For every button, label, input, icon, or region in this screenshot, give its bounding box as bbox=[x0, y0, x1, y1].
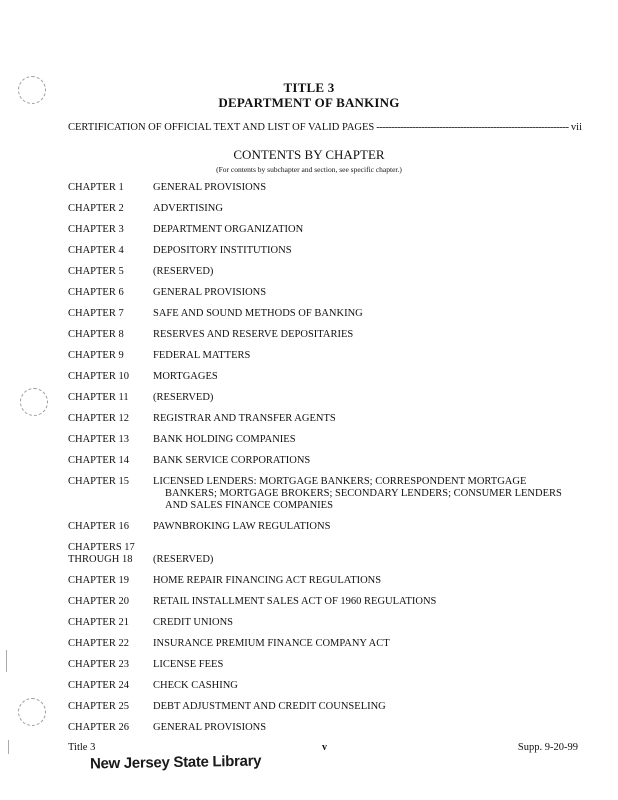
chapter-name: FEDERAL MATTERS bbox=[153, 350, 251, 361]
chapter-row bbox=[68, 722, 578, 734]
scan-mark bbox=[6, 650, 7, 672]
chapter-name: INSURANCE PREMIUM FINANCE COMPANY ACT bbox=[153, 638, 390, 649]
chapter-list bbox=[68, 182, 578, 734]
chapter-name: DEBT ADJUSTMENT AND CREDIT COUNSELING bbox=[153, 701, 386, 712]
chapter-name: DEPOSITORY INSTITUTIONS bbox=[153, 245, 292, 256]
chapter-name: DEPARTMENT ORGANIZATION bbox=[153, 224, 304, 235]
chapter-number: CHAPTER 10 bbox=[68, 371, 129, 382]
footer-supplement-date: Supp. 9-20-99 bbox=[517, 742, 578, 753]
title-number: TITLE 3 bbox=[283, 80, 335, 95]
chapter-number: CHAPTER 21 bbox=[68, 617, 129, 628]
chapter-row bbox=[68, 371, 578, 383]
chapter-number: CHAPTER 7 bbox=[68, 308, 124, 319]
chapter-row bbox=[68, 329, 578, 341]
scan-mark bbox=[8, 740, 9, 754]
chapter-row bbox=[68, 245, 578, 257]
footer-title: Title 3 bbox=[68, 742, 96, 753]
library-stamp: New Jersey State Library bbox=[89, 752, 262, 773]
chapter-name: REGISTRAR AND TRANSFER AGENTS bbox=[153, 413, 336, 424]
chapter-name: (RESERVED) bbox=[153, 392, 214, 403]
chapter-row bbox=[68, 701, 578, 713]
chapter-number: CHAPTER 22 bbox=[68, 638, 129, 649]
chapter-number: CHAPTER 9 bbox=[68, 350, 124, 361]
chapter-number: CHAPTER 26 bbox=[68, 722, 129, 733]
chapter-row bbox=[68, 617, 578, 629]
footer-page-number: v bbox=[322, 742, 327, 753]
chapter-number: CHAPTER 5 bbox=[68, 266, 124, 277]
punch-hole-bottom bbox=[18, 698, 46, 726]
chapter-row bbox=[68, 266, 578, 278]
chapter-row bbox=[68, 455, 578, 467]
chapter-number: CHAPTER 12 bbox=[68, 413, 129, 424]
certification-line bbox=[68, 122, 582, 133]
chapter-row bbox=[68, 224, 578, 236]
chapter-row bbox=[68, 659, 578, 671]
title-name: DEPARTMENT OF BANKING bbox=[218, 95, 400, 110]
chapter-row bbox=[68, 350, 578, 362]
chapter-number: CHAPTER 20 bbox=[68, 596, 129, 607]
chapter-number: CHAPTER 19 bbox=[68, 575, 129, 586]
chapter-name: (RESERVED) bbox=[153, 266, 214, 277]
chapter-number: CHAPTER 3 bbox=[68, 224, 124, 235]
chapter-number: CHAPTER 25 bbox=[68, 701, 129, 712]
chapter-number: CHAPTERS 17 THROUGH 18 bbox=[68, 542, 135, 565]
chapter-name: GENERAL PROVISIONS bbox=[153, 722, 267, 733]
chapter-name: BANK HOLDING COMPANIES bbox=[153, 434, 296, 445]
chapter-name: GENERAL PROVISIONS bbox=[153, 287, 267, 298]
chapter-name: HOME REPAIR FINANCING ACT REGULATIONS bbox=[153, 575, 382, 586]
chapter-name: CREDIT UNIONS bbox=[153, 617, 234, 628]
chapter-name: PAWNBROKING LAW REGULATIONS bbox=[153, 521, 331, 532]
certification-label: CERTIFICATION OF OFFICIAL TEXT AND LIST OF VALID PAGES bbox=[68, 122, 375, 133]
chapter-name: GENERAL PROVISIONS bbox=[153, 182, 267, 193]
chapter-number: CHAPTER 2 bbox=[68, 203, 124, 214]
chapter-row bbox=[68, 596, 578, 608]
chapter-number: CHAPTER 11 bbox=[68, 392, 129, 403]
certification-page: vii bbox=[570, 122, 582, 133]
dot-leader bbox=[376, 122, 569, 133]
chapter-number: CHAPTER 8 bbox=[68, 329, 124, 340]
chapter-row bbox=[68, 308, 578, 320]
chapter-row bbox=[68, 287, 578, 299]
chapter-number: CHAPTER 23 bbox=[68, 659, 129, 670]
chapter-number: CHAPTER 24 bbox=[68, 680, 129, 691]
chapter-row bbox=[68, 182, 578, 194]
chapter-row bbox=[68, 638, 578, 650]
chapter-row bbox=[68, 434, 578, 446]
chapter-name: RETAIL INSTALLMENT SALES ACT OF 1960 REGULATIONS bbox=[153, 596, 437, 607]
chapter-row bbox=[68, 542, 578, 566]
chapter-row bbox=[68, 203, 578, 215]
chapter-name: LICENSED LENDERS: MORTGAGE BANKERS; CORRESPONDENT MORTGAGE BANKERS; MORTGAGE BROKERS; SECONDARY LENDERS; CONSUMER LENDERS AND SALES FINANCE COMPANIES bbox=[153, 476, 562, 511]
chapter-row bbox=[68, 521, 578, 533]
chapter-row bbox=[68, 413, 578, 425]
chapter-row bbox=[68, 476, 578, 512]
contents-heading: CONTENTS BY CHAPTER bbox=[233, 147, 385, 162]
chapter-name: LICENSE FEES bbox=[153, 659, 224, 670]
chapter-name: BANK SERVICE CORPORATIONS bbox=[153, 455, 311, 466]
chapter-row bbox=[68, 680, 578, 692]
chapter-name: (RESERVED) bbox=[153, 554, 214, 565]
chapter-number: CHAPTER 1 bbox=[68, 182, 124, 193]
chapter-number: CHAPTER 4 bbox=[68, 245, 124, 256]
chapter-name: ADVERTISING bbox=[153, 203, 223, 214]
chapter-name: SAFE AND SOUND METHODS OF BANKING bbox=[153, 308, 363, 319]
chapter-row bbox=[68, 392, 578, 404]
contents-note: (For contents by subchapter and section, see specific chapter.) bbox=[216, 165, 402, 174]
chapter-row bbox=[68, 575, 578, 587]
chapter-number: CHAPTER 16 bbox=[68, 521, 129, 532]
chapter-name: MORTGAGES bbox=[153, 371, 218, 382]
chapter-name: RESERVES AND RESERVE DEPOSITARIES bbox=[153, 329, 354, 340]
chapter-name: CHECK CASHING bbox=[153, 680, 238, 691]
chapter-number: CHAPTER 14 bbox=[68, 455, 129, 466]
punch-hole-middle bbox=[20, 388, 48, 416]
chapter-number: CHAPTER 6 bbox=[68, 287, 124, 298]
chapter-number: CHAPTER 13 bbox=[68, 434, 129, 445]
chapter-number: CHAPTER 15 bbox=[68, 476, 129, 487]
